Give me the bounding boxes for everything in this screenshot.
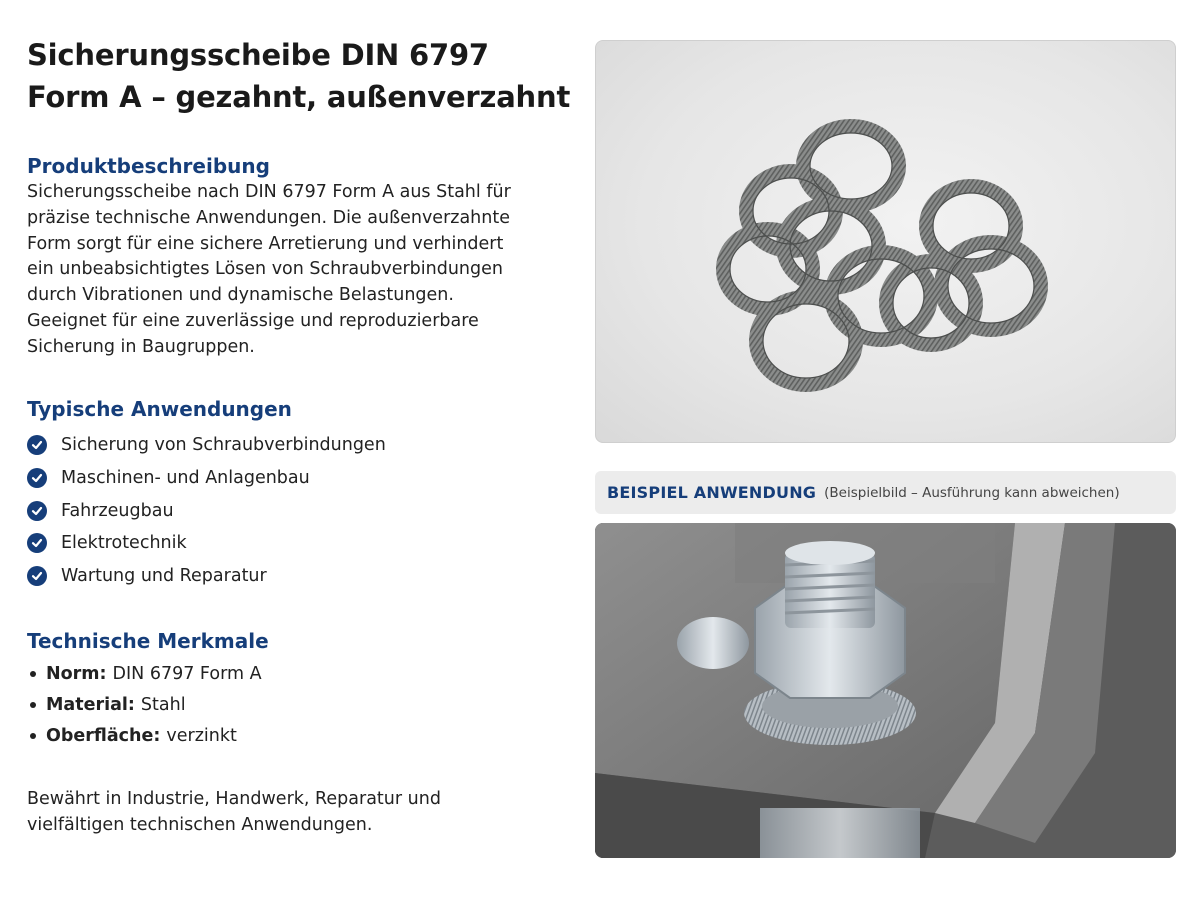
description-line: Form sorgt für eine sichere Arretierung und verhindert [27, 233, 504, 254]
application-item [27, 494, 572, 527]
example-label: BEISPIEL ANWENDUNG [607, 483, 817, 502]
description-line: ein unbeabsichtigtes Lösen von Schraubverbindungen [27, 259, 503, 280]
example-photo [595, 523, 1176, 858]
technical-item [27, 721, 572, 752]
technical-label: Oberfläche: [46, 726, 161, 747]
product-info [27, 34, 572, 838]
title-line-2: Form A – gezahnt, außenverzahnt [27, 80, 571, 114]
application-item [27, 461, 572, 494]
technical-value: DIN 6797 Form A [112, 664, 262, 685]
applications-heading: Typische Anwendungen [27, 396, 292, 421]
check-circle-icon [27, 533, 47, 553]
washers-illustration [596, 41, 1176, 443]
description-line: Geeignet für eine zuverlässige und reproduzierbare [27, 310, 479, 331]
check-circle-icon [27, 468, 47, 488]
bullet-dot-icon [30, 733, 36, 739]
footer-line: Bewährt in Industrie, Handwerk, Reparatur und [27, 788, 441, 809]
technical-item [27, 690, 572, 721]
application-item [27, 527, 572, 560]
application-item [27, 429, 572, 462]
technical-item [27, 659, 572, 690]
technical-label: Material: [46, 695, 135, 716]
application-label: Elektrotechnik [61, 533, 187, 554]
product-photo [595, 40, 1176, 443]
page-title [27, 34, 572, 118]
description-heading: Produktbeschreibung [27, 154, 270, 178]
description-line: durch Vibrationen und dynamische Belastungen. [27, 285, 454, 306]
bullet-dot-icon [30, 671, 36, 677]
technical-list [27, 659, 572, 752]
check-circle-icon [27, 501, 47, 521]
application-label: Sicherung von Schraubverbindungen [61, 434, 386, 455]
check-circle-icon [27, 566, 47, 586]
footer-text [27, 786, 572, 838]
footer-line: vielfältigen technischen Anwendungen. [27, 814, 373, 835]
bullet-dot-icon [30, 702, 36, 708]
check-circle-icon [27, 435, 47, 455]
applications-list [27, 429, 572, 593]
description-line: Sicherung in Baugruppen. [27, 336, 255, 357]
application-label: Maschinen- und Anlagenbau [61, 467, 310, 488]
title-line-1: Sicherungsscheibe DIN 6797 [27, 38, 489, 72]
technical-heading: Technische Merkmale [27, 628, 269, 653]
bolt-assembly-illustration [595, 523, 1176, 858]
technical-value: Stahl [140, 695, 186, 716]
application-label: Wartung und Reparatur [61, 566, 267, 587]
description-text [27, 180, 572, 361]
application-item [27, 560, 572, 593]
example-caption [595, 471, 1176, 514]
example-note: (Beispielbild – Ausführung kann abweichen) [824, 484, 1120, 501]
technical-label: Norm: [46, 664, 107, 685]
description-line: Sicherungsscheibe nach DIN 6797 Form A aus Stahl für [27, 182, 511, 202]
technical-value: verzinkt [166, 726, 237, 747]
application-label: Fahrzeugbau [61, 500, 174, 521]
description-line: präzise technische Anwendungen. Die außenverzahnte [27, 207, 510, 228]
